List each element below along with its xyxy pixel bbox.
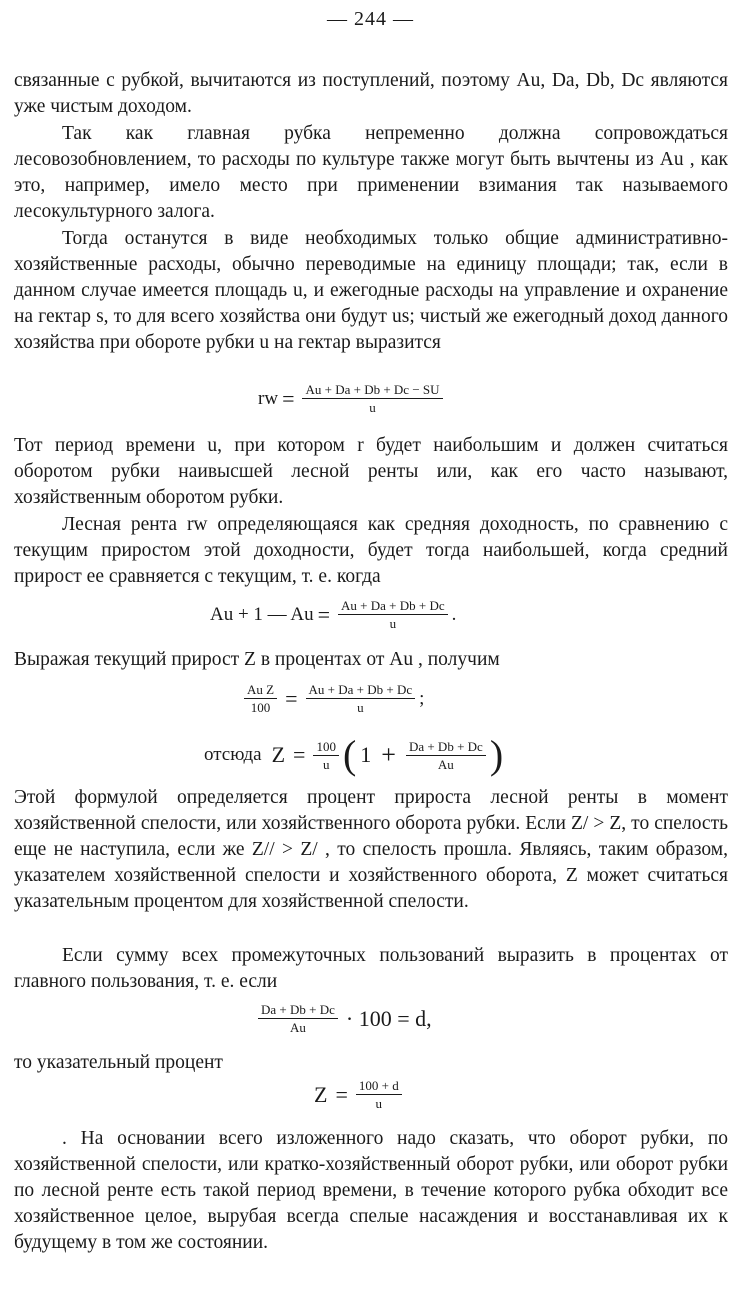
formula-end: ; <box>419 687 425 709</box>
left-paren: ( <box>342 732 357 777</box>
formula-fraction-left <box>244 682 277 715</box>
formula-one: 1 <box>360 742 372 767</box>
formula-eq: = <box>293 742 306 767</box>
formula-numerator: Au + Da + Db + Dc − SU <box>302 382 442 399</box>
formula-index <box>310 1078 406 1111</box>
formula-numerator: Da + Db + Dc <box>406 739 486 756</box>
page-number: — 244 — <box>327 8 414 30</box>
formula-fraction-coef <box>313 739 339 772</box>
formula-numerator: Au + Da + Db + Dc <box>338 598 448 615</box>
formula-denominator: 100 <box>250 700 271 715</box>
paragraph-9: то указательный процент <box>14 1052 223 1073</box>
formula-numerator: Da + Db + Dc <box>258 1002 338 1019</box>
formula-rent <box>258 382 447 415</box>
formula-lhs: Z <box>271 742 286 767</box>
formula-prefix: отсюда <box>204 744 262 765</box>
formula-numerator: Au + Da + Db + Dc <box>306 682 416 699</box>
paragraph-7: Этой формулой определяется процент прироста лесной ренты в момент хозяйственной спелости, или хозяйственного оборота рубки. Если Z/ > Z, то спелость еще не наступила, если же Z// > Z/ , то спелость прошла. Являясь, таким образом, указателем хозяйственной спелости и хозяйственного оборота, Z может считаться указательным процентом для хозяйственной спелости. <box>14 787 728 912</box>
paragraph-6: Выражая текущий прирост Z в процентах от Au , получим <box>14 649 500 670</box>
formula-numerator: Au Z <box>244 682 277 699</box>
formula-fraction <box>258 1002 338 1035</box>
right-paren: ) <box>489 732 504 777</box>
formula-denominator: Au <box>437 756 454 772</box>
paragraph-10: . На основании всего изложенного надо сказать, что оборот рубки, по хозяйственной спелости, или кратко-хозяйственный оборот рубки, или оборот рубки по лесной ренте есть такой период времени, в течение которого рубка обходит все хозяйственное целое, вырубая всегда спелые насаждения и восстанавливая их к будущему в том же состоянии. <box>14 1128 728 1253</box>
formula-d <box>254 1002 436 1035</box>
formula-denominator: u <box>389 616 397 631</box>
formula-increment <box>210 598 456 631</box>
formula-plus: + <box>381 740 396 769</box>
formula-z <box>204 732 504 777</box>
formula-eq: = <box>282 385 295 411</box>
formula-rest: · 100 = d, <box>345 1005 432 1031</box>
formula-percent-equation <box>240 682 424 715</box>
paragraph-2: Так как главная рубка непременно должна сопровождаться лесовозобновлением, то расходы по культуре также могут быть вычтены из Au , как это, например, имело место при применении взимания так называемого лесокультурного залога. <box>14 123 728 222</box>
formula-numerator: 100 <box>313 739 339 756</box>
formula-denominator: u <box>357 700 364 715</box>
formula-fraction <box>302 382 442 415</box>
formula-fraction <box>338 598 448 631</box>
formula-fraction-right <box>306 682 416 715</box>
formula-fraction <box>356 1078 402 1111</box>
formula-fraction-ratio <box>406 739 486 772</box>
formula-denominator: u <box>375 1096 383 1111</box>
formula-lhs: Z <box>314 1081 328 1107</box>
paragraph-3: Тогда останутся в виде необходимых только общие административно-хозяйственные расходы, обычно переводимые на единицу площади; так, если в данном случае имеется площадь u, и ежегодные расходы на управление и охранение на гектар s, то для всего хозяйства они будут us; чистый же ежегодный доход данного хозяйства при обороте рубки u на гектар выразится <box>14 228 728 353</box>
paragraph-8: Если сумму всех промежуточных пользований выразить в процентах от главного пользования, т. е. если <box>14 945 728 992</box>
formula-eq: = <box>335 1081 348 1107</box>
formula-end: . <box>451 603 457 625</box>
formula-lhs: Au + 1 — Au <box>210 603 314 625</box>
paragraph-5: Лесная рента rw определяющаяся как средняя доходность, по сравнению с текущим приростом этой доходности, будет тогда наибольшей, когда средний прирост ее сравняется с текущим, т. е. когда <box>14 514 728 587</box>
formula-numerator: 100 + d <box>356 1078 402 1095</box>
formula-eq: = <box>285 685 298 711</box>
formula-denominator: u <box>322 756 330 772</box>
formula-denominator: Au <box>289 1020 306 1035</box>
formula-denominator: u <box>369 400 376 415</box>
paragraph-4: Тот период времени u, при котором r будет наибольшим и должен считаться оборотом рубки наивысшей лесной ренты или, как его часто называют, хозяйственным оборотом рубки. <box>14 435 728 508</box>
formula-lhs: rw <box>258 387 279 409</box>
formula-eq: = <box>317 601 331 627</box>
paragraph-1: связанные с рубкой, вычитаются из поступлений, поэтому Au, Da, Db, Dc являются уже чистым доходом. <box>14 70 728 117</box>
